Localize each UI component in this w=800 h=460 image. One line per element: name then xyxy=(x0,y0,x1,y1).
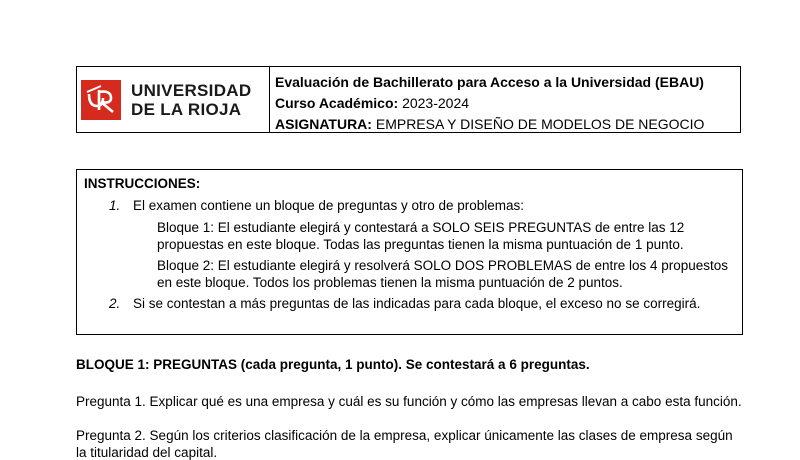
exam-title: Evaluación de Bachillerato para Acceso a la Universidad (EBAU) xyxy=(275,74,704,90)
item2-text: Si se contestan a más preguntas de las indicadas para cada bloque, el exceso no se corregirá. xyxy=(133,296,701,311)
university-name-line1: UNIVERSIDAD xyxy=(131,80,252,100)
item2-number: 2. xyxy=(109,296,121,311)
block1-line2: propuestas en este bloque. Todas las preguntas tienen la misma puntuación de 1 punto. xyxy=(157,237,684,252)
question-2-line2: la titularidad del capital. xyxy=(76,445,218,460)
university-emblem-icon xyxy=(81,80,121,120)
instructions-box xyxy=(76,169,743,335)
university-name-line2: DE LA RIOJA xyxy=(131,99,242,119)
block1-heading: BLOQUE 1: PREGUNTAS (cada pregunta, 1 punto). Se contestará a 6 preguntas. xyxy=(76,357,590,372)
item1-number: 1. xyxy=(109,198,121,213)
block1-line1: Bloque 1: El estudiante elegirá y contestará a SOLO SEIS PREGUNTAS de entre las 12 xyxy=(157,220,685,235)
subject-value: EMPRESA Y DISEÑO DE MODELOS DE NEGOCIO xyxy=(375,116,705,132)
university-name xyxy=(131,81,251,119)
subject-row xyxy=(275,114,704,135)
block2-line2: en este bloque. Todos los problemas tienen la misma puntuación de 2 puntos. xyxy=(157,275,623,290)
question-1: Pregunta 1. Explicar qué es una empresa y cuál es su función y cómo las empresas llevan a cabo esta función. xyxy=(76,394,742,409)
course-row xyxy=(275,93,704,114)
header-table xyxy=(76,66,741,133)
subject-label: ASIGNATURA: xyxy=(275,116,372,132)
exam-info xyxy=(270,67,704,132)
item1-text: El examen contiene un bloque de preguntas y otro de problemas: xyxy=(133,198,525,213)
block2-line1: Bloque 2: El estudiante elegirá y resolverá SOLO DOS PROBLEMAS de entre los 4 propuestos xyxy=(157,258,729,273)
university-logo xyxy=(77,67,270,132)
question-2-line1: Pregunta 2. Según los criterios clasificación de la empresa, explicar únicamente las clases de empresa según xyxy=(76,428,733,443)
course-value: 2023-2024 xyxy=(402,95,470,111)
instructions-title: INSTRUCCIONES: xyxy=(84,176,201,191)
course-label: Curso Académico: xyxy=(275,95,399,111)
